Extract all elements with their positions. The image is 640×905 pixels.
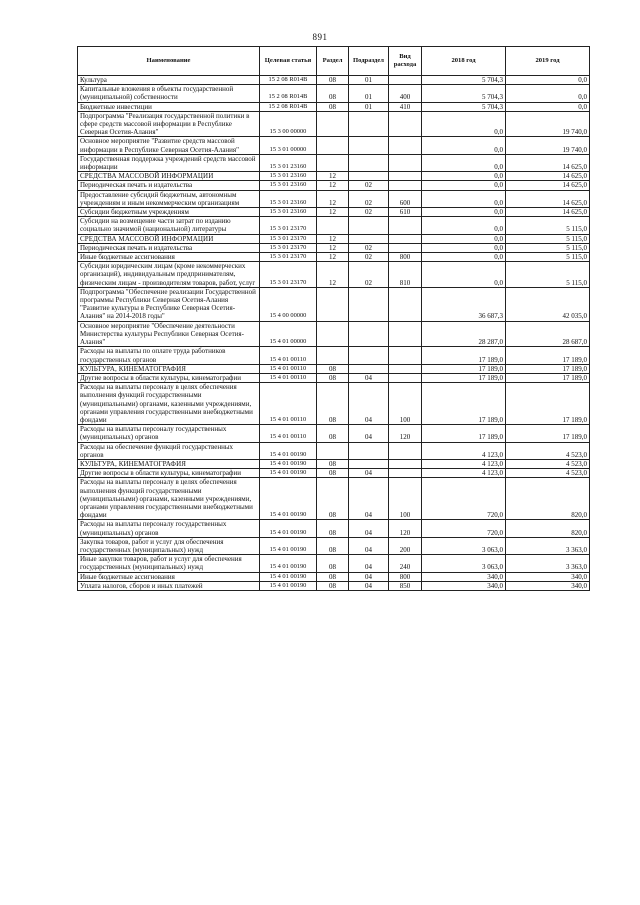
table-row [78,190,590,207]
table-row [78,364,590,373]
cell-target: 15 2 08 R014В [260,76,317,85]
cell-2018: 0,0 [422,234,506,243]
cell-name: Подпрограмма "Обеспечение реализации Государственной программы Республики Северная Осетия-Алания "Развитие культуры в Республике Северная Осетия-Алания" на 2014-2018 годы" [78,287,260,321]
cell-2019: 4 523,0 [506,469,590,478]
cell-section: 12 [317,208,349,217]
cell-section: 08 [317,537,349,554]
cell-subsection: 04 [349,572,389,581]
cell-subsection [349,321,389,347]
cell-type: 120 [389,425,422,442]
cell-section: 08 [317,102,349,111]
cell-2018: 720,0 [422,478,506,520]
cell-2018: 720,0 [422,520,506,537]
column-header-target: Целевая статья [260,47,317,76]
cell-name: Расходы на обеспечение функций государственных органов [78,442,260,459]
cell-subsection: 01 [349,85,389,102]
table-row [78,111,590,137]
cell-2018: 0,0 [422,172,506,181]
column-header-name: Наименование [78,47,260,76]
cell-2018: 0,0 [422,217,506,234]
cell-2018: 0,0 [422,243,506,252]
cell-target: 15 4 01 00190 [260,520,317,537]
cell-subsection: 04 [349,469,389,478]
cell-section: 12 [317,243,349,252]
cell-name: Периодическая печать и издательства [78,243,260,252]
cell-2019: 19 740,0 [506,137,590,154]
cell-section [317,217,349,234]
cell-name: Основное мероприятие "Развитие средств массовой информации в Республике Северная Осетия-Алания" [78,137,260,154]
cell-type: 800 [389,572,422,581]
cell-section: 12 [317,190,349,207]
cell-subsection: 01 [349,76,389,85]
cell-type [389,442,422,459]
cell-target: 15 4 01 00190 [260,478,317,520]
cell-2018: 0,0 [422,154,506,171]
cell-target: 15 3 01 23160 [260,172,317,181]
cell-target: 15 4 00 00000 [260,287,317,321]
cell-target: 15 4 01 00190 [260,572,317,581]
cell-type [389,373,422,382]
cell-subsection [349,154,389,171]
cell-target: 15 4 01 00190 [260,537,317,554]
cell-2018: 36 687,3 [422,287,506,321]
cell-2019: 4 523,0 [506,459,590,468]
cell-2018: 0,0 [422,262,506,288]
cell-2019: 0,0 [506,102,590,111]
cell-name: Культура [78,76,260,85]
cell-type [389,469,422,478]
cell-2019: 340,0 [506,572,590,581]
cell-section: 08 [317,76,349,85]
table-row [78,572,590,581]
cell-type: 810 [389,262,422,288]
cell-2019: 42 035,0 [506,287,590,321]
cell-target: 15 3 01 00000 [260,137,317,154]
table-row [78,321,590,347]
cell-name: Иные бюджетные ассигнования [78,253,260,262]
cell-2019: 14 625,0 [506,190,590,207]
cell-2018: 5 704,3 [422,85,506,102]
cell-2018: 0,0 [422,181,506,190]
cell-subsection: 02 [349,181,389,190]
cell-name: Субсидии юридическим лицам (кроме некоммерческих организаций), индивидуальным предпринимателям, физическим лицам - производителям товаров, работ, услуг [78,262,260,288]
cell-target: 15 4 01 00190 [260,555,317,572]
cell-2019: 820,0 [506,478,590,520]
cell-subsection: 04 [349,581,389,590]
cell-target: 15 3 00 00000 [260,111,317,137]
cell-subsection [349,364,389,373]
column-header-section: Раздел [317,47,349,76]
cell-target: 15 4 01 00190 [260,469,317,478]
cell-2019: 340,0 [506,581,590,590]
cell-section: 08 [317,520,349,537]
cell-name: Расходы на выплаты персоналу государственных (муниципальных) органов [78,425,260,442]
cell-section: 08 [317,364,349,373]
cell-subsection: 02 [349,190,389,207]
cell-section: 08 [317,373,349,382]
cell-subsection: 04 [349,383,389,425]
cell-target: 15 4 01 00110 [260,383,317,425]
cell-subsection: 04 [349,373,389,382]
table-row [78,243,590,252]
table-row [78,102,590,111]
cell-name: Другие вопросы в области культуры, кинематографии [78,373,260,382]
cell-section: 08 [317,85,349,102]
cell-2018: 28 287,0 [422,321,506,347]
page-number: 891 [312,32,328,42]
table-row [78,425,590,442]
cell-2018: 0,0 [422,190,506,207]
cell-2018: 3 063,0 [422,555,506,572]
cell-2018: 5 704,3 [422,102,506,111]
cell-2019: 17 189,0 [506,373,590,382]
cell-2018: 17 189,0 [422,383,506,425]
cell-type: 410 [389,102,422,111]
cell-subsection [349,137,389,154]
cell-2018: 0,0 [422,253,506,262]
cell-name: Иные бюджетные ассигнования [78,572,260,581]
cell-name: Бюджетные инвестиции [78,102,260,111]
cell-target: 15 4 01 00110 [260,364,317,373]
cell-type [389,154,422,171]
table-row [78,287,590,321]
cell-type: 100 [389,478,422,520]
cell-2018: 340,0 [422,572,506,581]
cell-target: 15 4 01 00190 [260,459,317,468]
cell-section: 08 [317,459,349,468]
cell-type [389,234,422,243]
cell-target: 15 4 01 00000 [260,321,317,347]
cell-subsection [349,459,389,468]
cell-name: Предоставление субсидий бюджетным, автономным учреждениям и иным некоммерческим организациям [78,190,260,207]
cell-target: 15 2 08 R014В [260,102,317,111]
cell-2019: 14 625,0 [506,181,590,190]
cell-type: 200 [389,537,422,554]
cell-name: Субсидии на возмещение части затрат по изданию социально значимой (национальной) литературы [78,217,260,234]
cell-name: Периодическая печать и издательства [78,181,260,190]
cell-name: Другие вопросы в области культуры, кинематографии [78,469,260,478]
cell-2019: 5 115,0 [506,243,590,252]
cell-target: 15 4 01 00190 [260,581,317,590]
cell-type [389,172,422,181]
cell-subsection: 04 [349,425,389,442]
cell-target: 15 3 01 23160 [260,181,317,190]
table-row [78,373,590,382]
cell-section [317,287,349,321]
cell-2019: 17 189,0 [506,347,590,364]
cell-section [317,111,349,137]
cell-type: 400 [389,85,422,102]
cell-2018: 4 123,0 [422,442,506,459]
cell-type [389,459,422,468]
column-header-subsection: Подраздел [349,47,389,76]
table-row [78,172,590,181]
table-header-row [78,47,590,76]
cell-2018: 4 123,0 [422,469,506,478]
cell-2019: 4 523,0 [506,442,590,459]
budget-table [77,46,590,591]
cell-subsection [349,234,389,243]
cell-name: Расходы на выплаты по оплате труда работников государственных органов [78,347,260,364]
cell-2018: 17 189,0 [422,347,506,364]
cell-section: 08 [317,572,349,581]
cell-subsection: 01 [349,102,389,111]
cell-name: Расходы на выплаты персоналу в целях обеспечения выполнения функций государственными (муниципальными) органами, казенными учреждениями, органами управления государственными внебюджетными фондами [78,478,260,520]
cell-name: Расходы на выплаты персоналу государственных (муниципальных) органов [78,520,260,537]
cell-target: 15 3 01 23170 [260,217,317,234]
cell-subsection: 04 [349,478,389,520]
cell-subsection [349,217,389,234]
cell-name: Закупка товаров, работ и услуг для обеспечения государственных (муниципальных) нужд [78,537,260,554]
cell-type [389,137,422,154]
cell-type [389,347,422,364]
cell-2018: 17 189,0 [422,425,506,442]
cell-type [389,364,422,373]
cell-target: 15 3 01 23160 [260,208,317,217]
table-row [78,234,590,243]
table-row [78,383,590,425]
table-row [78,217,590,234]
cell-2018: 0,0 [422,111,506,137]
cell-2019: 5 115,0 [506,234,590,243]
cell-2019: 5 115,0 [506,253,590,262]
column-header-2018: 2018 год [422,47,506,76]
table-row [78,76,590,85]
table-body [78,76,590,591]
cell-section [317,154,349,171]
cell-target: 15 4 01 00110 [260,373,317,382]
cell-target: 15 3 01 23170 [260,243,317,252]
cell-2019: 19 740,0 [506,111,590,137]
table-row [78,85,590,102]
cell-subsection [349,172,389,181]
cell-2019: 3 363,0 [506,537,590,554]
cell-section [317,442,349,459]
cell-section: 08 [317,469,349,478]
cell-target: 15 4 01 00190 [260,442,317,459]
cell-2018: 17 189,0 [422,373,506,382]
cell-section: 08 [317,383,349,425]
cell-type: 120 [389,520,422,537]
cell-target: 15 3 01 23160 [260,190,317,207]
cell-2018: 0,0 [422,208,506,217]
cell-type: 240 [389,555,422,572]
cell-section: 08 [317,555,349,572]
cell-2019: 17 189,0 [506,364,590,373]
cell-subsection: 02 [349,253,389,262]
column-header-2019: 2019 год [506,47,590,76]
cell-section [317,137,349,154]
table-row [78,137,590,154]
cell-name: Уплата налогов, сборов и иных платежей [78,581,260,590]
cell-type [389,243,422,252]
table-row [78,253,590,262]
cell-type [389,321,422,347]
table-row [78,154,590,171]
cell-subsection [349,442,389,459]
cell-section: 12 [317,262,349,288]
cell-subsection [349,347,389,364]
cell-name: Иные закупки товаров, работ и услуг для обеспечения государственных (муниципальных) нужд [78,555,260,572]
cell-target: 15 4 01 00110 [260,425,317,442]
cell-2019: 820,0 [506,520,590,537]
cell-section: 12 [317,253,349,262]
cell-name: Государственная поддержка учреждений средств массовой информации [78,154,260,171]
cell-2019: 17 189,0 [506,425,590,442]
cell-type [389,217,422,234]
cell-2019: 17 189,0 [506,383,590,425]
cell-2019: 3 363,0 [506,555,590,572]
cell-subsection [349,111,389,137]
cell-2019: 28 687,0 [506,321,590,347]
cell-2019: 14 625,0 [506,208,590,217]
cell-subsection: 04 [349,537,389,554]
cell-subsection [349,287,389,321]
cell-2018: 17 189,0 [422,364,506,373]
cell-target: 15 2 08 R014В [260,85,317,102]
cell-name: Основное мероприятие "Обеспечение деятельности Министерства культуры Республики Северная Осетия-Алания" [78,321,260,347]
cell-name: СРЕДСТВА МАССОВОЙ ИНФОРМАЦИИ [78,234,260,243]
cell-name: Расходы на выплаты персоналу в целях обеспечения выполнения функций государственными (муниципальными) органами, казенными учреждениями, органами управления государственными внебюджетными фондами [78,383,260,425]
cell-name: КУЛЬТУРА, КИНЕМАТОГРАФИЯ [78,364,260,373]
cell-section: 08 [317,425,349,442]
cell-subsection: 02 [349,208,389,217]
table-row [78,459,590,468]
cell-section: 12 [317,172,349,181]
column-header-type: Вид расхода [389,47,422,76]
cell-target: 15 4 01 00110 [260,347,317,364]
cell-type [389,111,422,137]
cell-name: СРЕДСТВА МАССОВОЙ ИНФОРМАЦИИ [78,172,260,181]
table-row [78,469,590,478]
cell-2019: 5 115,0 [506,262,590,288]
cell-subsection: 02 [349,243,389,252]
table-row [78,208,590,217]
table-row [78,555,590,572]
cell-type: 600 [389,190,422,207]
cell-type: 850 [389,581,422,590]
cell-type: 610 [389,208,422,217]
table-row [78,478,590,520]
cell-name: КУЛЬТУРА, КИНЕМАТОГРАФИЯ [78,459,260,468]
cell-type: 800 [389,253,422,262]
cell-2019: 14 625,0 [506,172,590,181]
cell-type: 100 [389,383,422,425]
cell-section [317,321,349,347]
cell-target: 15 3 01 23170 [260,253,317,262]
cell-2019: 0,0 [506,85,590,102]
table-row [78,537,590,554]
table-row [78,262,590,288]
cell-subsection: 02 [349,262,389,288]
cell-2018: 4 123,0 [422,459,506,468]
cell-type [389,76,422,85]
table-row [78,520,590,537]
cell-2019: 14 625,0 [506,154,590,171]
cell-subsection: 04 [349,555,389,572]
table-row [78,347,590,364]
table-row [78,581,590,590]
cell-name: Подпрограмма "Реализация государственной политики в сфере средств массовой информации в Республике Северная Осетия-Алания" [78,111,260,137]
cell-target: 15 3 01 23160 [260,154,317,171]
cell-type [389,181,422,190]
table-row [78,181,590,190]
cell-target: 15 3 01 23170 [260,262,317,288]
cell-name: Субсидии бюджетным учреждениям [78,208,260,217]
cell-2018: 340,0 [422,581,506,590]
cell-target: 15 3 01 23170 [260,234,317,243]
cell-name: Капитальные вложения в объекты государственной (муниципальной) собственности [78,85,260,102]
cell-subsection: 04 [349,520,389,537]
cell-section: 12 [317,234,349,243]
table-row [78,442,590,459]
cell-section: 12 [317,181,349,190]
cell-section: 08 [317,581,349,590]
cell-section [317,347,349,364]
cell-2018: 5 704,3 [422,76,506,85]
cell-2019: 0,0 [506,76,590,85]
cell-type [389,287,422,321]
cell-section: 08 [317,478,349,520]
cell-2018: 3 063,0 [422,537,506,554]
cell-2019: 5 115,0 [506,217,590,234]
cell-2018: 0,0 [422,137,506,154]
